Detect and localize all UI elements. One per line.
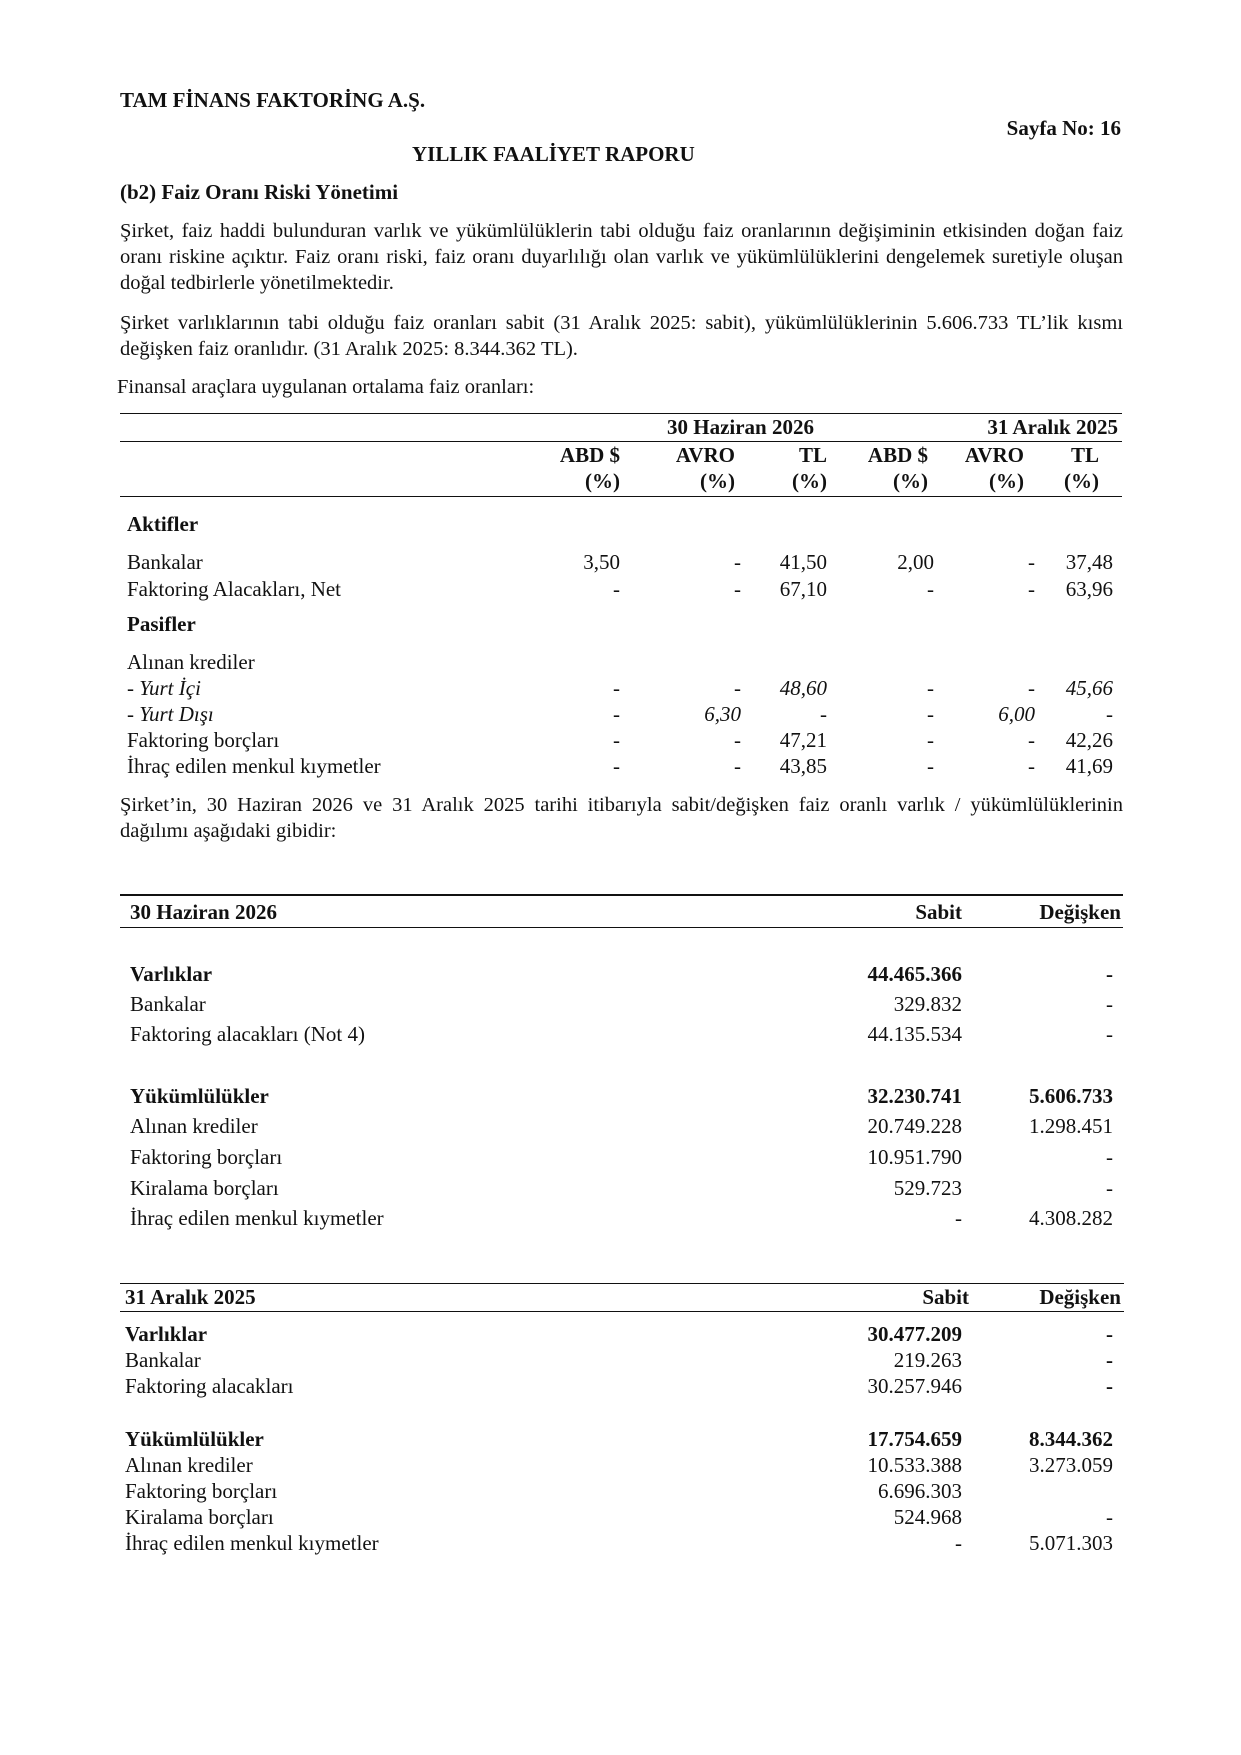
row-label: Kiralama borçları <box>130 1176 279 1200</box>
fixed-value: 44.135.534 <box>867 1022 962 1046</box>
period-header-2025: 31 Aralık 2025 <box>987 415 1118 439</box>
rate-value: 41,50 <box>779 550 827 574</box>
rate-value: 37,48 <box>1065 550 1113 574</box>
col-header-eur-2026: AVRO <box>675 443 735 467</box>
fixed-value: 32.230.741 <box>867 1084 962 1108</box>
period-header-2026: 30 Haziran 2026 <box>667 415 814 439</box>
col-header-tl-2026: TL <box>798 443 827 467</box>
rate-value: - <box>927 728 934 752</box>
fixed-value: 10.951.790 <box>867 1145 962 1169</box>
variable-value: 5.606.733 <box>1029 1084 1113 1108</box>
fixed-value: 529.723 <box>893 1176 962 1200</box>
assets-heading: Aktifler <box>127 512 199 536</box>
rate-value: - <box>927 676 934 700</box>
period-header: 30 Haziran 2026 <box>130 900 277 924</box>
fixed-value: 17.754.659 <box>867 1427 962 1451</box>
rate-value: 47,21 <box>779 728 827 752</box>
variable-value: - <box>1106 1322 1113 1346</box>
section-title: (b2) Faiz Oranı Riski Yönetimi <box>120 180 399 204</box>
rate-value: - <box>734 550 741 574</box>
liabilities-heading: Pasifler <box>127 612 196 636</box>
rate-value: - <box>613 728 620 752</box>
rate-value: 6,30 <box>704 702 741 726</box>
group-label-liabilities: Yükümlülükler <box>125 1427 264 1451</box>
variable-value: 4.308.282 <box>1029 1206 1113 1230</box>
rate-value: 3,50 <box>583 550 620 574</box>
fixed-value: - <box>955 1531 962 1555</box>
col-header-variable: Değişken <box>1039 1285 1121 1309</box>
fixed-value: 329.832 <box>893 992 962 1016</box>
fixed-value: 524.968 <box>893 1505 962 1529</box>
table-top-rule <box>120 413 1122 414</box>
row-label: Bankalar <box>127 550 203 574</box>
variable-value: 1.298.451 <box>1029 1114 1113 1138</box>
col-header-fixed: Sabit <box>922 1285 969 1309</box>
company-name: TAM FİNANS FAKTORİNG A.Ş. <box>120 88 426 112</box>
rate-value: 48,60 <box>779 676 827 700</box>
rate-value: 67,10 <box>779 577 827 601</box>
col-unit-eur-2025: (%) <box>989 469 1024 493</box>
rate-value: - <box>1028 550 1035 574</box>
row-label: - Yurt İçi <box>127 676 201 700</box>
col-unit-eur-2026: (%) <box>700 469 735 493</box>
page-number: Sayfa No: 16 <box>1006 116 1121 140</box>
fixed-value: 30.257.946 <box>867 1374 962 1398</box>
rate-value: 2,00 <box>897 550 934 574</box>
rate-value: - <box>613 702 620 726</box>
rate-value: - <box>927 577 934 601</box>
rate-value: - <box>1028 577 1035 601</box>
fixed-value: 6.696.303 <box>878 1479 962 1503</box>
variable-value: - <box>1106 1176 1113 1200</box>
paragraph-2: Şirket varlıklarının tabi olduğu faiz oranları sabit (31 Aralık 2025: sabit), yükümlülüklerinin 5.606.733 TL’lik kısmı değişken faiz oranlıdır. (31 Aralık 2025: 8.344.362 TL). <box>120 312 1123 360</box>
variable-value: 8.344.362 <box>1029 1427 1113 1451</box>
row-label: Alınan krediler <box>130 1114 258 1138</box>
row-label: İhraç edilen menkul kıymetler <box>130 1206 384 1230</box>
fixed-value: 30.477.209 <box>867 1322 962 1346</box>
col-header-variable: Değişken <box>1039 900 1121 924</box>
variable-value: - <box>1106 1505 1113 1529</box>
group-label-assets: Varlıklar <box>130 962 213 986</box>
fixed-value: 20.749.228 <box>867 1114 962 1138</box>
paragraph-3: Şirket’in, 30 Haziran 2026 ve 31 Aralık 2025 tarihi itibarıyla sabit/değişken faiz oranlı varlık / yükümlülüklerinin dağılımı aşağıdaki gibidir: <box>120 794 1123 842</box>
period-header: 31 Aralık 2025 <box>125 1285 256 1309</box>
rate-value: - <box>734 577 741 601</box>
rate-value: - <box>1028 754 1035 778</box>
header-bottom-rule <box>120 1311 1124 1312</box>
col-header-fixed: Sabit <box>915 900 962 924</box>
row-label: Alınan krediler <box>125 1453 253 1477</box>
row-label: Alınan krediler <box>127 650 255 674</box>
col-header-eur-2025: AVRO <box>964 443 1024 467</box>
row-label: İhraç edilen menkul kıymetler <box>127 754 381 778</box>
fixed-value: 44.465.366 <box>867 962 962 986</box>
rate-value: - <box>1106 702 1113 726</box>
col-header-usd-2026: ABD $ <box>559 443 620 467</box>
row-label: Bankalar <box>125 1348 201 1372</box>
header-bottom-rule <box>120 927 1123 928</box>
variable-value: - <box>1106 1022 1113 1046</box>
rate-value: - <box>927 754 934 778</box>
col-unit-usd-2025: (%) <box>893 469 928 493</box>
rate-value: - <box>613 754 620 778</box>
rate-value: - <box>734 754 741 778</box>
table-top-rule <box>120 894 1123 896</box>
rate-value: - <box>820 702 827 726</box>
variable-value: 5.071.303 <box>1029 1531 1113 1555</box>
row-label: Faktoring alacakları (Not 4) <box>130 1022 365 1046</box>
variable-value: - <box>1106 962 1113 986</box>
col-unit-usd-2026: (%) <box>585 469 620 493</box>
row-label: - Yurt Dışı <box>127 702 214 726</box>
variable-value: - <box>1106 1374 1113 1398</box>
paragraph-1: Şirket, faiz haddi bulunduran varlık ve yükümlülüklerin tabi olduğu faiz oranlarının değişiminin etkisinden doğan faiz oranı riskine açıktır. Faiz oranı riski, faiz oranı duyarlılığı olan varlık ve yükümlülüklerini dengelemek suretiyle oluşan doğal tedbirlerle yönetilmektedir. <box>120 220 1123 294</box>
variable-value: 3.273.059 <box>1029 1453 1113 1477</box>
row-label: Faktoring alacakları <box>125 1374 294 1398</box>
report-title: YILLIK FAALİYET RAPORU <box>412 142 695 166</box>
rate-value: - <box>734 728 741 752</box>
rate-value: - <box>1028 676 1035 700</box>
rate-value: - <box>613 676 620 700</box>
rate-value: 43,85 <box>779 754 827 778</box>
row-label: Bankalar <box>130 992 206 1016</box>
row-label: Kiralama borçları <box>125 1505 274 1529</box>
fixed-value: 219.263 <box>893 1348 962 1372</box>
header-bottom-rule <box>120 496 1122 497</box>
variable-value: - <box>1106 992 1113 1016</box>
variable-value: - <box>1106 1348 1113 1372</box>
row-label: Faktoring borçları <box>130 1145 283 1169</box>
rate-value: 45,66 <box>1065 676 1113 700</box>
row-label: Faktoring borçları <box>127 728 280 752</box>
period-rule <box>120 441 1122 442</box>
variable-value: - <box>1106 1145 1113 1169</box>
rate-value: - <box>927 702 934 726</box>
row-label: Faktoring borçları <box>125 1479 278 1503</box>
group-label-assets: Varlıklar <box>125 1322 208 1346</box>
row-label: İhraç edilen menkul kıymetler <box>125 1531 379 1555</box>
table-top-rule <box>120 1283 1124 1284</box>
fixed-value: 10.533.388 <box>867 1453 962 1477</box>
table-intro: Finansal araçlara uygulanan ortalama faiz oranları: <box>117 376 535 398</box>
row-label: Faktoring Alacakları, Net <box>127 577 342 601</box>
rate-value: 42,26 <box>1065 728 1113 752</box>
rate-value: - <box>734 676 741 700</box>
rate-value: 63,96 <box>1065 577 1113 601</box>
rate-value: - <box>1028 728 1035 752</box>
rate-value: 41,69 <box>1065 754 1113 778</box>
col-header-tl-2025: TL <box>1070 443 1099 467</box>
rate-value: 6,00 <box>998 702 1035 726</box>
col-header-usd-2025: ABD $ <box>867 443 928 467</box>
col-unit-tl-2026: (%) <box>792 469 827 493</box>
group-label-liabilities: Yükümlülükler <box>130 1084 269 1108</box>
col-unit-tl-2025: (%) <box>1064 469 1099 493</box>
fixed-value: - <box>955 1206 962 1230</box>
rate-value: - <box>613 577 620 601</box>
